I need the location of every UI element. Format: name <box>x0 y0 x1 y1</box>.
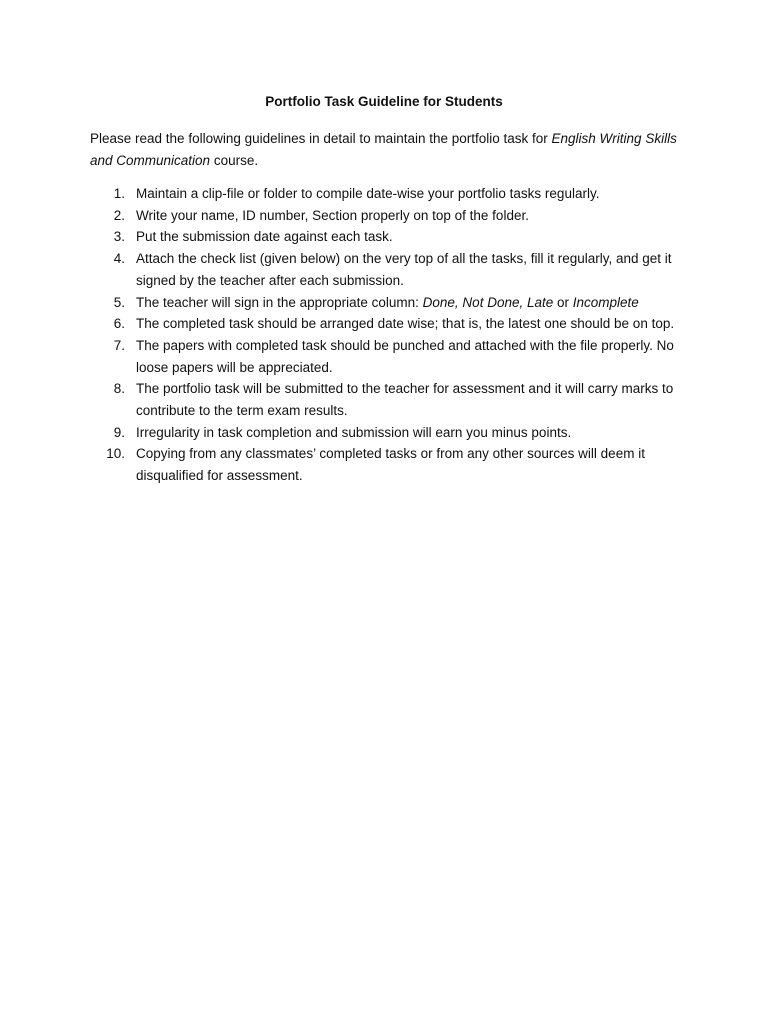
list-number: 7. <box>113 337 125 353</box>
list-item <box>90 292 686 314</box>
list-text: Maintain a clip-file or folder to compile date-wise your portfolio tasks regularly. <box>136 186 600 201</box>
list-text: Irregularity in task completion and submission will earn you minus points. <box>136 424 572 440</box>
list-item <box>90 183 686 205</box>
list-text: Copying from any classmates’ completed tasks or from any other sources will deem it disqualified for assessment. <box>136 446 645 484</box>
options-joiner: or <box>553 294 573 310</box>
list-number: 8. <box>113 381 125 397</box>
list-item <box>90 335 686 378</box>
list-number: 3. <box>113 229 125 245</box>
list-text: Put the submission date against each task. <box>136 229 393 245</box>
list-number: 2. <box>113 207 125 223</box>
status-options: Done, Not Done, Late <box>422 294 554 310</box>
intro-text: Please read the following guidelines in detail to maintain the portfolio task for <box>90 131 552 146</box>
list-item <box>90 205 686 227</box>
list-text: The portfolio task will be submitted to the teacher for assessment and it will carry marks to contribute to the term exam results. <box>136 381 674 419</box>
list-number: 6. <box>113 316 125 332</box>
list-number: 4. <box>113 251 125 267</box>
list-number: 10. <box>106 446 125 462</box>
list-text: The teacher will sign in the appropriate column: <box>136 294 423 310</box>
course-name: English Writing Skills and Communication <box>90 131 677 168</box>
status-option-incomplete: Incomplete <box>572 294 639 310</box>
list-item <box>90 422 686 444</box>
list-text: Write your name, ID number, Section properly on top of the folder. <box>136 207 529 223</box>
list-number: 9. <box>113 424 125 440</box>
list-text: Attach the check list (given below) on the very top of all the tasks, fill it regularly, and get it signed by the teacher after each submission. <box>136 251 672 288</box>
list-number: 5. <box>113 294 125 310</box>
list-text: The papers with completed task should be punched and attached with the file properly. No loose papers will be appreciated. <box>136 337 674 375</box>
intro-text-end: course. <box>210 153 259 168</box>
list-item <box>90 226 686 248</box>
list-number: 1. <box>113 186 125 201</box>
list-item <box>90 443 686 486</box>
document-title: Portfolio Task Guideline for Students <box>265 94 503 109</box>
list-item <box>90 313 686 335</box>
list-text: The completed task should be arranged date wise; that is, the latest one should be on top. <box>136 316 675 332</box>
list-item <box>90 248 686 291</box>
intro-paragraph <box>90 128 680 172</box>
guidelines-list <box>90 183 686 487</box>
list-item <box>90 378 686 421</box>
